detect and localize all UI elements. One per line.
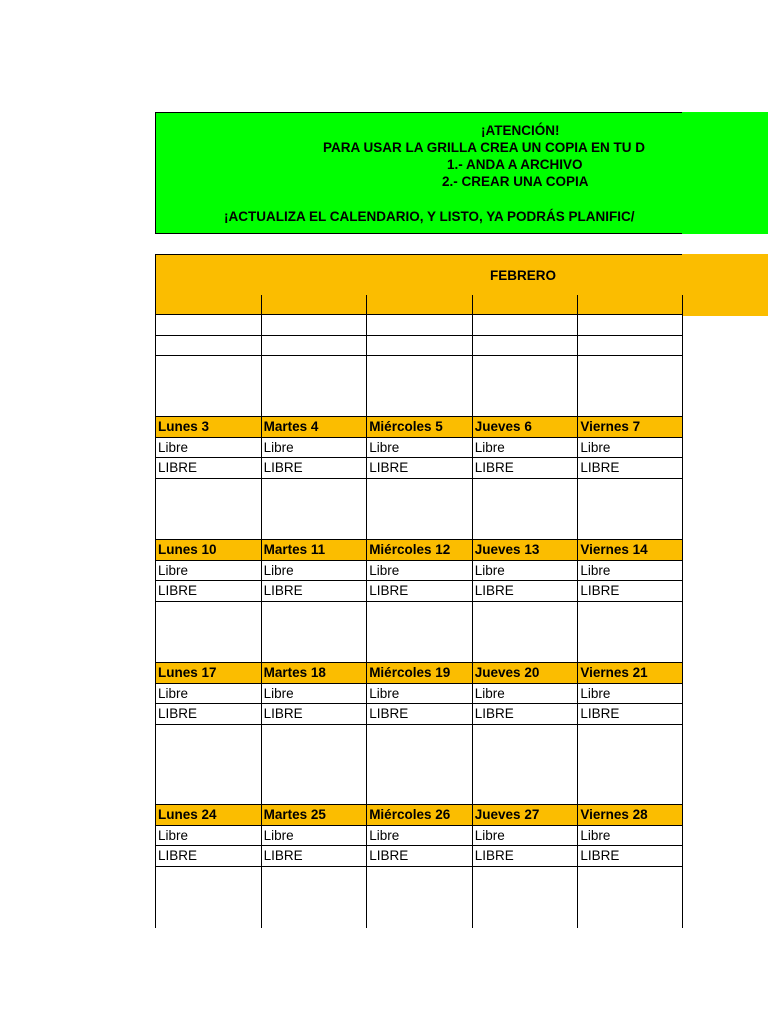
notes-cell[interactable]: [577, 867, 683, 928]
notes-cell[interactable]: [366, 725, 472, 805]
notes-cell[interactable]: [261, 602, 367, 663]
week-4-slot-row-2: [155, 846, 683, 867]
grid-cell[interactable]: [577, 336, 683, 356]
notes-cell[interactable]: [261, 356, 367, 417]
slot-cell[interactable]: LIBRE: [261, 846, 367, 867]
grid-cell[interactable]: [261, 336, 367, 356]
day-header: Viernes 14: [577, 540, 683, 561]
day-header: Lunes 3: [155, 417, 261, 438]
week-1-slot-row-1: [155, 438, 683, 458]
grid-cell[interactable]: [472, 336, 578, 356]
slot-cell[interactable]: LIBRE: [155, 704, 261, 725]
week-1-notes-row: [155, 479, 683, 540]
day-header: Miércoles 19: [366, 663, 472, 684]
grid-cell[interactable]: [155, 315, 261, 336]
day-header: Viernes 28: [577, 805, 683, 826]
week-3-day-headers: [155, 663, 683, 684]
slot-cell[interactable]: LIBRE: [155, 846, 261, 867]
slot-cell[interactable]: Libre: [366, 684, 472, 704]
notice-banner-extension: [682, 112, 768, 234]
grid-cell[interactable]: [472, 315, 578, 336]
day-header: Martes 4: [261, 417, 367, 438]
week-2-day-headers: [155, 540, 683, 561]
notice-banner: [155, 112, 682, 234]
week-4-notes-row: [155, 867, 683, 928]
slot-cell[interactable]: Libre: [155, 438, 261, 458]
empty-row: [155, 336, 683, 356]
notes-cell[interactable]: [472, 356, 578, 417]
day-header: Viernes 21: [577, 663, 683, 684]
slot-cell[interactable]: LIBRE: [472, 581, 578, 602]
day-header: Martes 11: [261, 540, 367, 561]
notes-cell[interactable]: [472, 602, 578, 663]
week-3-slot-row-2: [155, 704, 683, 725]
slot-cell[interactable]: Libre: [366, 561, 472, 581]
notes-cell[interactable]: [155, 725, 261, 805]
week-1-day-headers: [155, 417, 683, 438]
slot-cell[interactable]: Libre: [261, 826, 367, 846]
slot-cell[interactable]: LIBRE: [261, 458, 367, 479]
slot-cell[interactable]: Libre: [366, 826, 472, 846]
slot-cell[interactable]: LIBRE: [366, 581, 472, 602]
slot-cell[interactable]: LIBRE: [155, 581, 261, 602]
notice-update-line: ¡ACTUALIZA EL CALENDARIO, Y LISTO, YA PODRÁS PLANIFIC/: [224, 209, 635, 224]
calendar-grid: [155, 295, 683, 928]
day-header: Lunes 24: [155, 805, 261, 826]
week-2-slot-row-2: [155, 581, 683, 602]
day-header: Miércoles 12: [366, 540, 472, 561]
slot-cell[interactable]: Libre: [472, 826, 578, 846]
slot-cell[interactable]: LIBRE: [366, 458, 472, 479]
week-3-notes-row: [155, 725, 683, 805]
week-2-slot-row-1: [155, 561, 683, 581]
slot-cell[interactable]: Libre: [261, 438, 367, 458]
day-header: Martes 25: [261, 805, 367, 826]
slot-cell[interactable]: LIBRE: [577, 846, 683, 867]
slot-cell[interactable]: Libre: [472, 684, 578, 704]
notes-cell[interactable]: [261, 479, 367, 540]
week-4-day-headers: [155, 805, 683, 826]
day-header: Martes 18: [261, 663, 367, 684]
grid-cell[interactable]: [472, 295, 578, 315]
day-header: Lunes 10: [155, 540, 261, 561]
day-header: Miércoles 5: [366, 417, 472, 438]
blank-header-row: [155, 295, 683, 315]
slot-cell[interactable]: Libre: [155, 561, 261, 581]
week-3-slot-row-1: [155, 684, 683, 704]
slot-cell[interactable]: Libre: [155, 826, 261, 846]
grid-cell[interactable]: [366, 336, 472, 356]
grid-cell[interactable]: [155, 295, 261, 315]
notes-cell[interactable]: [577, 602, 683, 663]
notes-cell[interactable]: [577, 356, 683, 417]
notes-cell[interactable]: [577, 725, 683, 805]
empty-row: [155, 315, 683, 336]
month-title: FEBRERO: [490, 268, 557, 283]
slot-cell[interactable]: Libre: [472, 561, 578, 581]
slot-cell[interactable]: LIBRE: [472, 704, 578, 725]
notes-row: [155, 356, 683, 417]
slot-cell[interactable]: LIBRE: [261, 581, 367, 602]
notes-cell[interactable]: [472, 479, 578, 540]
slot-cell[interactable]: Libre: [472, 438, 578, 458]
grid-cell[interactable]: [366, 315, 472, 336]
notice-title: ¡ATENCIÓN!: [481, 123, 560, 138]
slot-cell[interactable]: LIBRE: [366, 704, 472, 725]
slot-cell[interactable]: Libre: [366, 438, 472, 458]
notes-cell[interactable]: [366, 356, 472, 417]
grid-cell[interactable]: [366, 295, 472, 315]
slot-cell[interactable]: Libre: [577, 684, 683, 704]
slot-cell[interactable]: LIBRE: [366, 846, 472, 867]
notes-cell[interactable]: [155, 356, 261, 417]
slot-cell[interactable]: Libre: [261, 684, 367, 704]
day-header: Jueves 27: [472, 805, 578, 826]
slot-cell[interactable]: LIBRE: [577, 704, 683, 725]
day-header: Miércoles 26: [366, 805, 472, 826]
notes-cell[interactable]: [155, 602, 261, 663]
notes-cell[interactable]: [472, 725, 578, 805]
week-1-slot-row-2: [155, 458, 683, 479]
month-header-extension: [682, 254, 768, 316]
slot-cell[interactable]: LIBRE: [155, 458, 261, 479]
slot-cell[interactable]: Libre: [577, 438, 683, 458]
grid-cell[interactable]: [261, 295, 367, 315]
notes-cell[interactable]: [366, 602, 472, 663]
day-header: Jueves 6: [472, 417, 578, 438]
slot-cell[interactable]: Libre: [577, 826, 683, 846]
day-header: Jueves 13: [472, 540, 578, 561]
week-4-slot-row-1: [155, 826, 683, 846]
grid-cell[interactable]: [261, 315, 367, 336]
notice-step-2: 2.- CREAR UNA COPIA: [442, 174, 589, 189]
grid-cell[interactable]: [577, 295, 683, 315]
notes-cell[interactable]: [261, 867, 367, 928]
notes-cell[interactable]: [366, 867, 472, 928]
day-header: Jueves 20: [472, 663, 578, 684]
notes-cell[interactable]: [366, 479, 472, 540]
slot-cell[interactable]: LIBRE: [261, 704, 367, 725]
slot-cell[interactable]: LIBRE: [472, 458, 578, 479]
slot-cell[interactable]: Libre: [577, 561, 683, 581]
grid-cell[interactable]: [577, 315, 683, 336]
slot-cell[interactable]: LIBRE: [577, 458, 683, 479]
notes-cell[interactable]: [155, 479, 261, 540]
notes-cell[interactable]: [472, 867, 578, 928]
slot-cell[interactable]: LIBRE: [577, 581, 683, 602]
notice-line-copy: PARA USAR LA GRILLA CREA UN COPIA EN TU D: [323, 140, 645, 155]
notice-step-1: 1.- ANDA A ARCHIVO: [447, 157, 583, 172]
day-header: Viernes 7: [577, 417, 683, 438]
notes-cell[interactable]: [261, 725, 367, 805]
slot-cell[interactable]: Libre: [155, 684, 261, 704]
notes-cell[interactable]: [155, 867, 261, 928]
notes-cell[interactable]: [577, 479, 683, 540]
day-header: Lunes 17: [155, 663, 261, 684]
grid-cell[interactable]: [155, 336, 261, 356]
slot-cell[interactable]: Libre: [261, 561, 367, 581]
month-header: [155, 254, 682, 296]
week-2-notes-row: [155, 602, 683, 663]
slot-cell[interactable]: LIBRE: [472, 846, 578, 867]
